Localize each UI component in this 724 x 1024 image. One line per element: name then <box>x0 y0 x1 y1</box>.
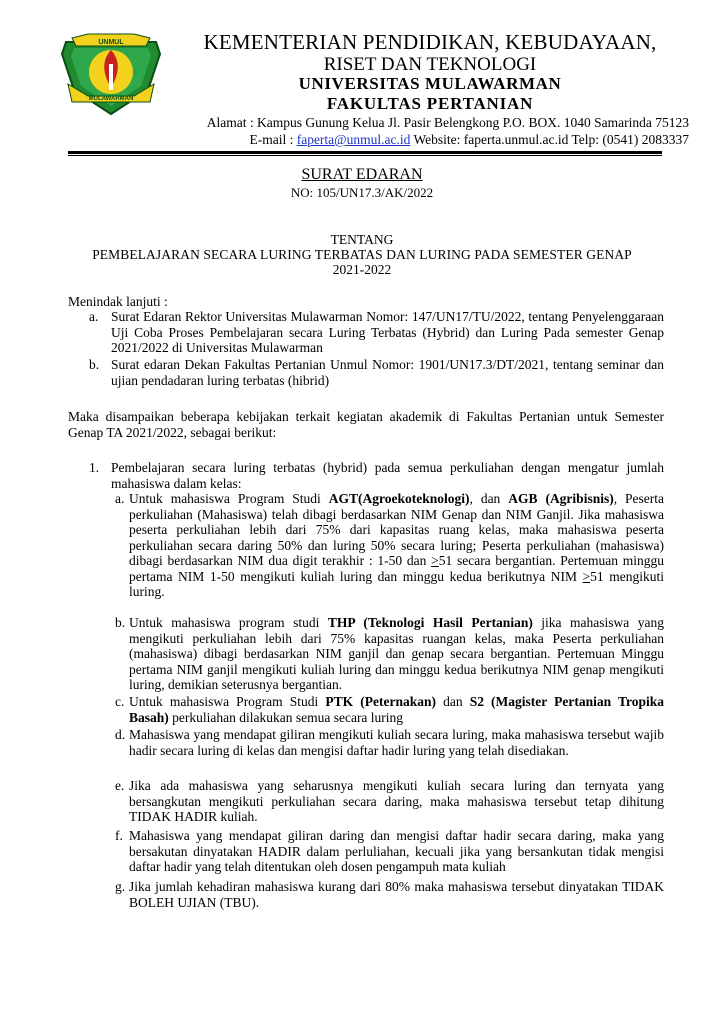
sub-item-c-tag: c. <box>115 694 125 709</box>
sub-item-c <box>115 694 664 725</box>
sub-item-a-text-3: , Peserta perkuliahan (Mahasiswa) telah dibagi berdasarkan NIM Genap dan NIM Ganjil. Jika mahasiswa peserta perkuliahan lebih dari 75% dari kapasitas ruang kelas, maka mahasiswa peserta perkuliahan secara daring 50% dan luring 50% secara luring; Peserta perkuliahan (mahasiswa) dibagi berdasarkan NIM dua digit terakhir : 1-50 dan <box>129 491 664 568</box>
sub-item-d <box>115 727 664 758</box>
reference-text-b: Surat edaran Dekan Fakultas Pertanian Unmul Nomor: 1901/UN17.3/DT/2021, tentang seminar dan ujian pendadaran luring terbatas (hibrid) <box>111 357 664 388</box>
email-label: E-mail : <box>249 132 297 147</box>
sub-item-c-bold-2: S2 (Magister Pertanian Tropika Basah) <box>129 694 664 725</box>
letterhead-divider-thick <box>68 151 662 154</box>
sub-item-a-ge-2: > <box>582 568 591 584</box>
logo-ribbon-bottom: MULAWARMAN <box>88 96 134 102</box>
lead-paragraph: Maka disampaikan beberapa kebijakan terkait kegiatan akademik di Fakultas Pertanian untuk Semester Genap TA 2021/2022, sebagai berikut: <box>68 409 664 440</box>
policy-point-1-tag: 1. <box>89 460 100 475</box>
sub-item-e-text: Jika ada mahasiswa yang seharusnya mengikuti kuliah secara luring dan ternyata yang bersangkutan mengikuti perkuliahan secara daring, maka mahasiswa tersebut tetap dihitung TIDAK HADIR kuliah. <box>129 778 664 824</box>
email-link[interactable]: faperta@unmul.ac.id <box>296 132 411 147</box>
sub-item-a-bold-1: AGT(Agroekoteknologi) <box>328 491 470 506</box>
sub-item-f-tag: f. <box>115 828 123 843</box>
subject-line-2: 2021-2022 <box>332 262 392 277</box>
address-line: Alamat : Kampus Gunung Kelua Jl. Pasir Belengkong P.O. BOX. 1040 Samarinda 75123 <box>206 115 689 130</box>
policy-point-1 <box>89 460 664 491</box>
logo-ribbon-top: UNMUL <box>98 39 124 46</box>
sub-item-c-text-3: perkuliahan dilakukan semua secara luring <box>168 709 404 725</box>
reference-tag-a: a. <box>89 309 99 324</box>
website-phone: Website: faperta.unmul.ac.id Telp: (0541) 2083337 <box>410 132 689 147</box>
sub-item-f-text: Mahasiswa yang mendapat giliran daring dan mengisi daftar hadir secara daring, maka yang bersakutan dinyatakan HADIR dalam perluliahan, kecuali jika yang bersankutan tidak mengisi daftar hadir yang telah ditentukan oleh dosen pengampuh mata kuliah <box>129 828 664 874</box>
sub-item-g <box>115 879 664 910</box>
sub-item-g-tag: g. <box>115 879 126 894</box>
sub-item-b-bold-1: THP (Teknologi Hasil Pertanian) <box>327 615 533 630</box>
subject-label: TENTANG <box>330 232 394 247</box>
sub-item-a-text-4: 51 secara bergantian. Pertemuan minggu pertama NIM 1-50 mengikuti kuliah luring dan minggu kedua berikutnya NIM <box>129 553 664 584</box>
university-name: UNIVERSITAS MULAWARMAN <box>298 74 562 93</box>
sub-item-e-tag: e. <box>115 778 125 793</box>
sub-item-d-tag: d. <box>115 727 126 742</box>
sub-item-d-text: Mahasiswa yang mendapat giliran mengikuti kuliah secara luring, maka mahasiswa tersebut wajib hadir secara luring di kelas dan mengisi daftar hadir luring yang telah disediakan. <box>129 727 664 758</box>
sub-item-a-text-1: Untuk mahasiswa Program Studi <box>129 491 329 506</box>
sub-item-b <box>115 615 664 693</box>
sub-item-c-text-1: Untuk mahasiswa Program Studi <box>129 694 326 709</box>
reference-tag-b: b. <box>89 357 100 372</box>
sub-item-e <box>115 778 664 825</box>
faculty-name: FAKULTAS PERTANIAN <box>326 94 534 113</box>
sub-item-a-tag: a. <box>115 491 125 506</box>
subject-line-1: PEMBELAJARAN SECARA LURING TERBATAS DAN LURING PADA SEMESTER GENAP <box>92 247 632 262</box>
letterhead-divider-thin <box>68 155 662 156</box>
sub-item-a-bold-2: AGB (Agribisnis) <box>508 491 614 506</box>
sub-item-f <box>115 828 664 875</box>
sub-item-c-bold-1: PTK (Peternakan) <box>325 694 436 709</box>
document-title <box>60 166 664 184</box>
sub-item-b-tag: b. <box>115 615 126 630</box>
reference-item-a <box>89 309 664 356</box>
sub-item-b-text-2: jika mahasiswa yang mengikuti perkuliahan lebih dari 75% kapasitas ruangan kelas, maka Peserta perkuliahan (mahasiswa) dibagi berdasarkan NIM ganjil dan genap secara bergantian. Pertemuan Minggu pertama NIM ganjil mengikuti kuliah luring dan minggu kedua berikutnya NIM genap mengikuti luring, demikian seterusnya bergantian. <box>129 615 664 692</box>
document-title-text: SURAT EDARAN <box>301 166 423 183</box>
sub-item-g-text: Jika jumlah kehadiran mahasiswa kurang dari 80% maka mahasiswa tersebut dinyatakan TIDAK BOLEH UJIAN (TBU). <box>129 879 664 910</box>
contact-line <box>249 132 689 148</box>
sub-item-a <box>115 491 664 600</box>
reference-item-b <box>89 357 664 388</box>
sub-item-c-text-2: dan <box>435 694 470 709</box>
sub-item-b-text-1: Untuk mahasiswa program studi <box>129 615 328 630</box>
intro-text: Menindak lanjuti : <box>68 294 168 309</box>
document-number: NO: 105/UN17.3/AK/2022 <box>290 185 434 200</box>
sub-item-a-ge-1: > <box>431 553 439 568</box>
reference-text-a: Surat Edaran Rektor Universitas Mulawarman Nomor: 147/UN17/TU/2022, tentang Penyelenggaraan Uji Coba Proses Pembelajaran secara Luring Terbatas (Hybrid) dan Luring Pada semester Genap 2021/2022 di Universitas Mulawarman <box>111 309 664 355</box>
university-logo-icon <box>58 28 164 118</box>
sub-item-a-text-5: 51 mengikuti luring. <box>129 568 664 599</box>
ministry-line-1: KEMENTERIAN PENDIDIKAN, KEBUDAYAAN, <box>203 30 657 54</box>
sub-item-a-text-2: , dan <box>469 491 509 506</box>
policy-point-1-text: Pembelajaran secara luring terbatas (hybrid) pada semua perkuliahan dengan mengatur jumlah mahasiswa dalam kelas: <box>111 460 664 491</box>
ministry-line-2: RISET DAN TEKNOLOGI <box>323 54 537 75</box>
